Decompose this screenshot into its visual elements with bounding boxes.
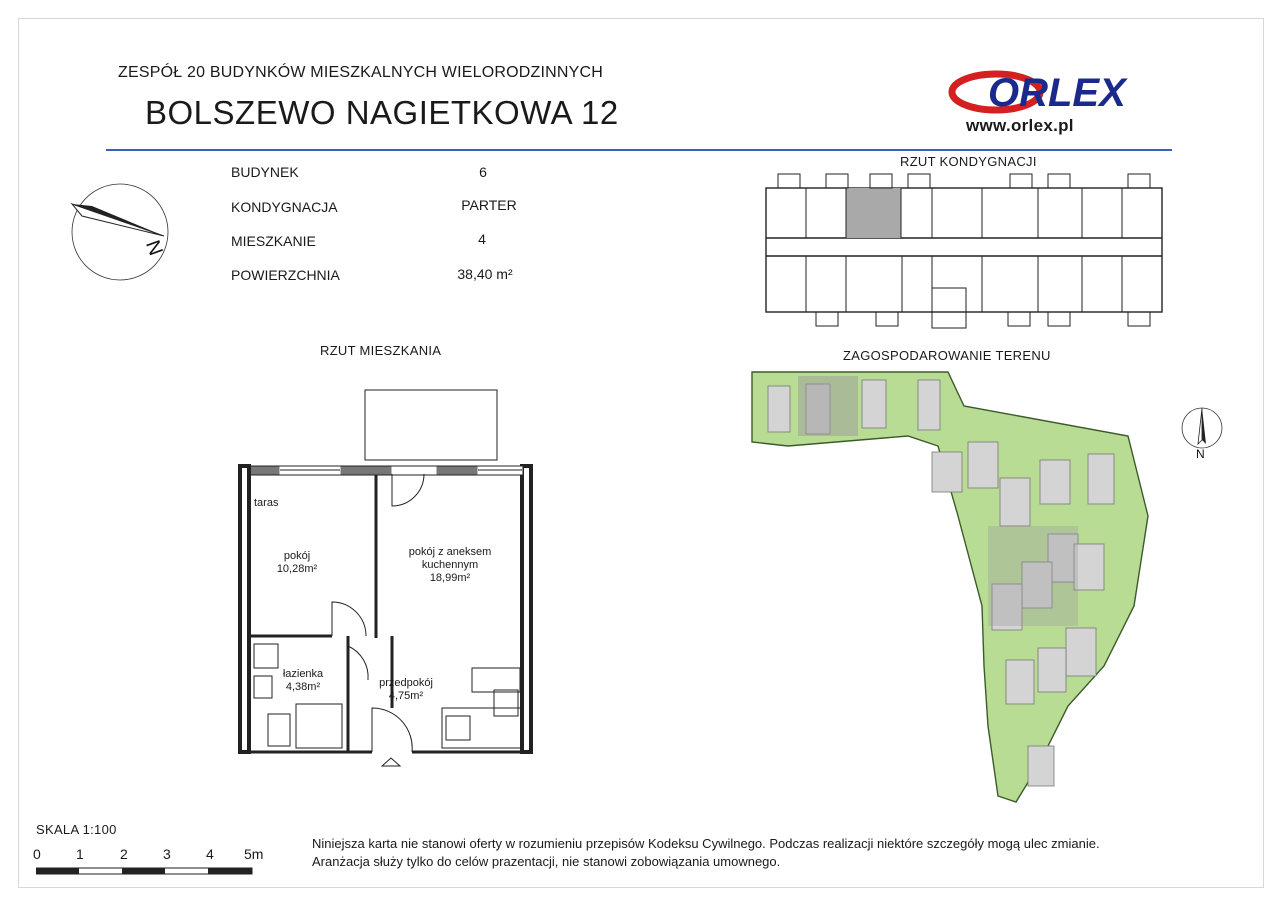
scale-tick-5: 5m [244,846,264,862]
project-title: BOLSZEWO NAGIETKOWA 12 [145,94,619,131]
info-value-floor: PARTER [461,197,517,213]
disclaimer-line-1: Niniejsza karta nie stanowi oferty w rozumieniu przepisów Kodeksu Cywilnego. Podczas realizacji niektóre szczegóły mogą ulec zmianie. [312,836,1100,851]
site-plan-caption: ZAGOSPODAROWANIE TERENU [843,348,1051,363]
scale-tick-1: 1 [76,846,84,862]
scale-tick-4: 4 [206,846,214,862]
salon-area: 18,99m² [429,572,471,584]
salon-name-2: kuchennym [421,559,479,571]
taras-label: taras [254,497,279,509]
scale-bar [36,866,262,876]
apartment-plan-caption: RZUT MIESZKANIA [320,343,442,358]
info-label-area: POWIERZCHNIA [231,267,340,283]
salon-name-1: pokój z aneksem [408,546,492,558]
site-plan-drawing [748,366,1168,806]
logo-text: ORLEX [988,71,1126,115]
floor-plan-drawing [752,170,1164,330]
pokoj-area: 10,28m² [276,563,318,575]
lazienka-area: 4,38m² [285,681,321,693]
highlighted-unit [846,188,901,238]
scale-tick-2: 2 [120,846,128,862]
compass-letter: N [141,237,167,259]
scale-tick-3: 3 [163,846,171,862]
scale-tick-0: 0 [33,846,41,862]
przedpokoj-name: przedpokój [379,677,433,689]
logo-url: www.orlex.pl [966,116,1074,135]
header-divider [106,149,1172,151]
disclaimer [312,835,1212,871]
pokoj-name: pokój [283,550,311,562]
compass-icon [62,182,178,282]
project-subtitle: ZESPÓŁ 20 BUDYNKÓW MIESZKALNYCH WIELORODZINNYCH [118,64,604,81]
floor-plan-caption: RZUT KONDYGNACJI [900,154,1037,169]
info-label-floor: KONDYGNACJA [231,199,338,215]
info-value-building: 6 [479,164,487,180]
scale-label: SKALA 1:100 [36,822,117,837]
lazienka-name: łazienka [282,668,324,680]
info-label-building: BUDYNEK [231,164,299,180]
info-value-apartment: 4 [478,231,486,247]
info-label-apartment: MIESZKANIE [231,233,316,249]
north-arrow-icon [1180,404,1224,460]
info-value-area: 38,40 m² [457,266,513,282]
svg-text:N: N [1196,447,1205,460]
disclaimer-line-2: Aranżacja służy tylko do celów prazentacji, nie stanowi zobowiązania umownego. [312,854,781,869]
przedpokoj-area: 4,75m² [388,690,424,702]
